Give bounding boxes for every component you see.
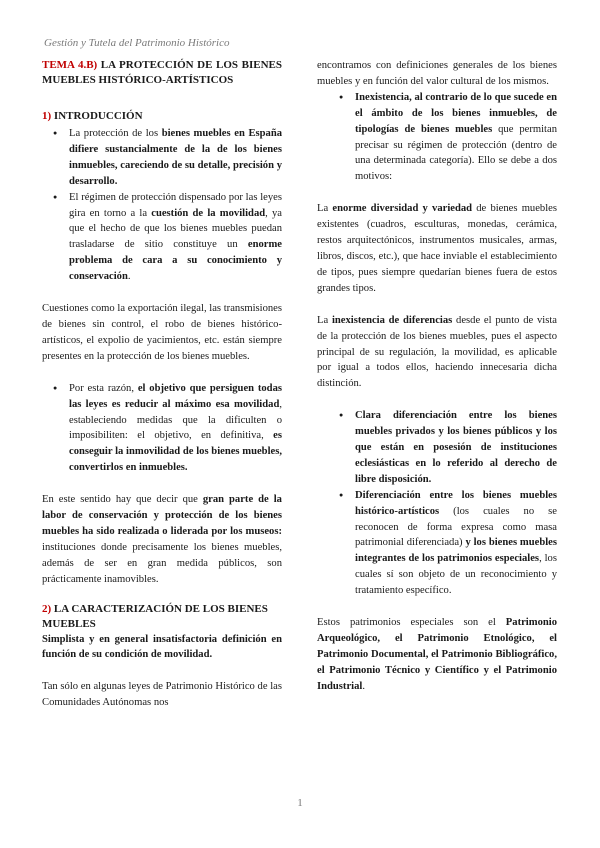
running-header: Gestión y Tutela del Patrimonio Histórico [44, 37, 230, 49]
section-1-title: INTRODUCCIÓN [51, 110, 143, 122]
list-item: ● Diferenciación entre los bienes muebles histórico-artísticos (los cuales no se reconocen de forma expresa como masa patrimonial diferenciada) y los bienes muebles integrantes de los patrimonios especiales, los cuales sí son objeto de un reconocimiento y tratamiento específico. [317, 488, 557, 599]
list-item: ● El régimen de protección dispensado por las leyes gira en torno a la cuestión de la movilidad, ya que el hecho de que los bienes muebles puedan trasladarse de sitio constituye un enorme problema de cara a su conocimiento y conservación. [42, 190, 282, 285]
section-1-number: 1) [42, 110, 52, 122]
title-prefix: TEMA 4.B) [42, 59, 98, 71]
paragraph: Estos patrimonios especiales son el Patrimonio Arqueológico, el Patrimonio Etnológico, el Patrimonio Documental, el Patrimonio Bibliográfico, el Patrimonio Técnico y Científico y el Patrimonio Industrial. [317, 617, 557, 692]
objective-list [42, 381, 282, 476]
left-column [42, 58, 282, 711]
paragraph: La inexistencia de diferencias desde el punto de vista de la protección de los bienes muebles, pues el aspecto principal de su regulación, la movilidad, es aplicable por igual a todos ellos, haciendo innecesaria dicha distinción. [317, 314, 557, 390]
section-2-heading [42, 602, 282, 632]
section-1-heading [42, 109, 282, 124]
section-2-subtitle: Simplista y en general insatisfactoria definición en función de su condición de movilidad. [42, 633, 282, 661]
paragraph: encontramos con definiciones generales de los bienes muebles y en función del valor cultural de los mismos. [317, 60, 557, 87]
typology-list [317, 90, 557, 185]
list-item: ● Inexistencia, al contrario de lo que sucede en el ámbito de los bienes inmuebles, de tipologías de bienes muebles que permitan precisar su régimen de protección (dentro de una determinada categoría). Ello se debe a dos motivos: [317, 90, 557, 185]
list-item: ● La protección de los bienes muebles en España difiere sustancialmente de la de los bienes inmuebles, careciendo de su detalle, precisión y desarrollo. [42, 126, 282, 190]
section-2-number: 2) [42, 602, 52, 615]
right-column [317, 58, 557, 695]
paragraph: La enorme diversidad y variedad de bienes muebles existentes (cuadros, esculturas, monedas, cerámica, restos arquitectónicos, instrumentos musicales, armas, libros, discos, etc.), que hace inviable el establecimiento de tipos, pues siempre quedarían bienes fuera de estos grandes tipos. [317, 203, 557, 294]
differentiation-list [317, 408, 557, 599]
title-text: LA PROTECCIÓN DE LOS BIENES MUEBLES HISTÓRICO-ARTÍSTICOS [42, 59, 282, 86]
document-title [42, 58, 282, 88]
paragraph: Cuestiones como la exportación ilegal, las transmisiones de bienes sin control, el robo de bienes histórico-artísticos, el expolio de yacimientos, etc. están siempre presentes en la protección de los bienes muebles. [42, 303, 282, 362]
paragraph: Tan sólo en algunas leyes de Patrimonio Histórico de las Comunidades Autónomas nos [42, 681, 282, 709]
paragraph: En este sentido hay que decir que gran parte de la labor de conservación y protección de los bienes muebles ha sido realizada o liderada por los museos: instituciones donde precisamente los bienes muebles, además de ser en gran medida públicos, son prácticamente inamovibles. [42, 494, 282, 585]
list-item: ● Clara diferenciación entre los bienes muebles privados y los bienes públicos y los que están en posesión de instituciones eclesiásticas en lo referido al derecho de libre disposición. [317, 408, 557, 488]
list-item: ● Por esta razón, el objetivo que persiguen todas las leyes es reducir al máximo esa movilidad, estableciendo medidas que la dificulten o imposibiliten: el objetivo, en definitiva, es conseguir la inmovilidad de los bienes muebles, convertirlos en inmuebles. [42, 381, 282, 476]
section-2-title: LA CARACTERIZACIÓN DE LOS BIENES MUEBLES [42, 602, 268, 630]
page-number: 1 [297, 797, 303, 809]
intro-list [42, 126, 282, 285]
